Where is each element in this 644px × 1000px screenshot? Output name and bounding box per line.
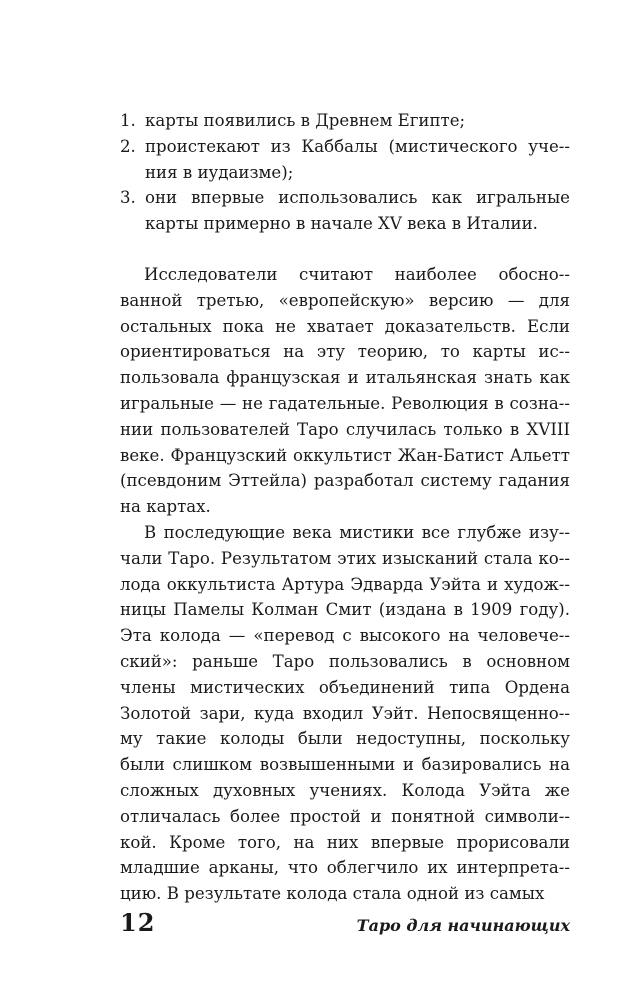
list-item: [120, 134, 570, 186]
list-item: [120, 108, 570, 134]
list-item-text: проистекают из Каббалы (мистического уче-ния в иудаизме);: [145, 136, 570, 182]
list-item-text: карты появились в Древнем Египте;: [145, 111, 466, 130]
list-item-number: 3.: [120, 188, 136, 208]
list-item-number: 2.: [120, 136, 136, 156]
list-item: [120, 185, 570, 237]
body-paragraph: Исследователи считают наиболее обосно-ванной третью, «европейскую» версию — для остальных пока не хватает доказательств. Если ориентироваться на эту теорию, то карты ис-пользовала французская и итальянская знать как игральные — не гадательные. Революция в созна-нии пользователей Таро случилась только в XVIII веке. Французский оккультист Жан-Батист Альетт (псевдоним Эттейла) разработал систему гадания на картах.: [120, 264, 570, 517]
running-title: Таро для начинающих: [356, 916, 570, 935]
page-footer: [120, 908, 570, 937]
list-item-text: они впервые использовались как игральные карты примерно в начале XV века в Италии.: [145, 188, 570, 234]
body-paragraph: В последующие века мистики все глубже изу-чали Таро. Результатом этих изысканий стала ко-лода оккультиста Артура Эдварда Уэйта и худож-ницы Памелы Колман Смит (издана в 1909 году). Эта колода — «перевод с высокого на человече-ский»: раньше Таро пользовались в основном члены мистических объединений типа Ордена Золотой зари, куда входил Уэйт. Непосвященно-му такие колоды были недоступны, поскольку были слишком возвышенными и базировались на сложных духовных учениях. Колода Уэйта же отличалась более простой и понятной символи-кой. Кроме того, на них впервые прорисовали младшие арканы, что облегчило их интерпрета-цию. В результате колода стала одной из самых: [120, 522, 570, 904]
page-body: [120, 108, 570, 907]
page-number: 12: [120, 908, 156, 937]
numbered-list: [120, 108, 570, 237]
list-item-number: 1.: [120, 111, 136, 130]
